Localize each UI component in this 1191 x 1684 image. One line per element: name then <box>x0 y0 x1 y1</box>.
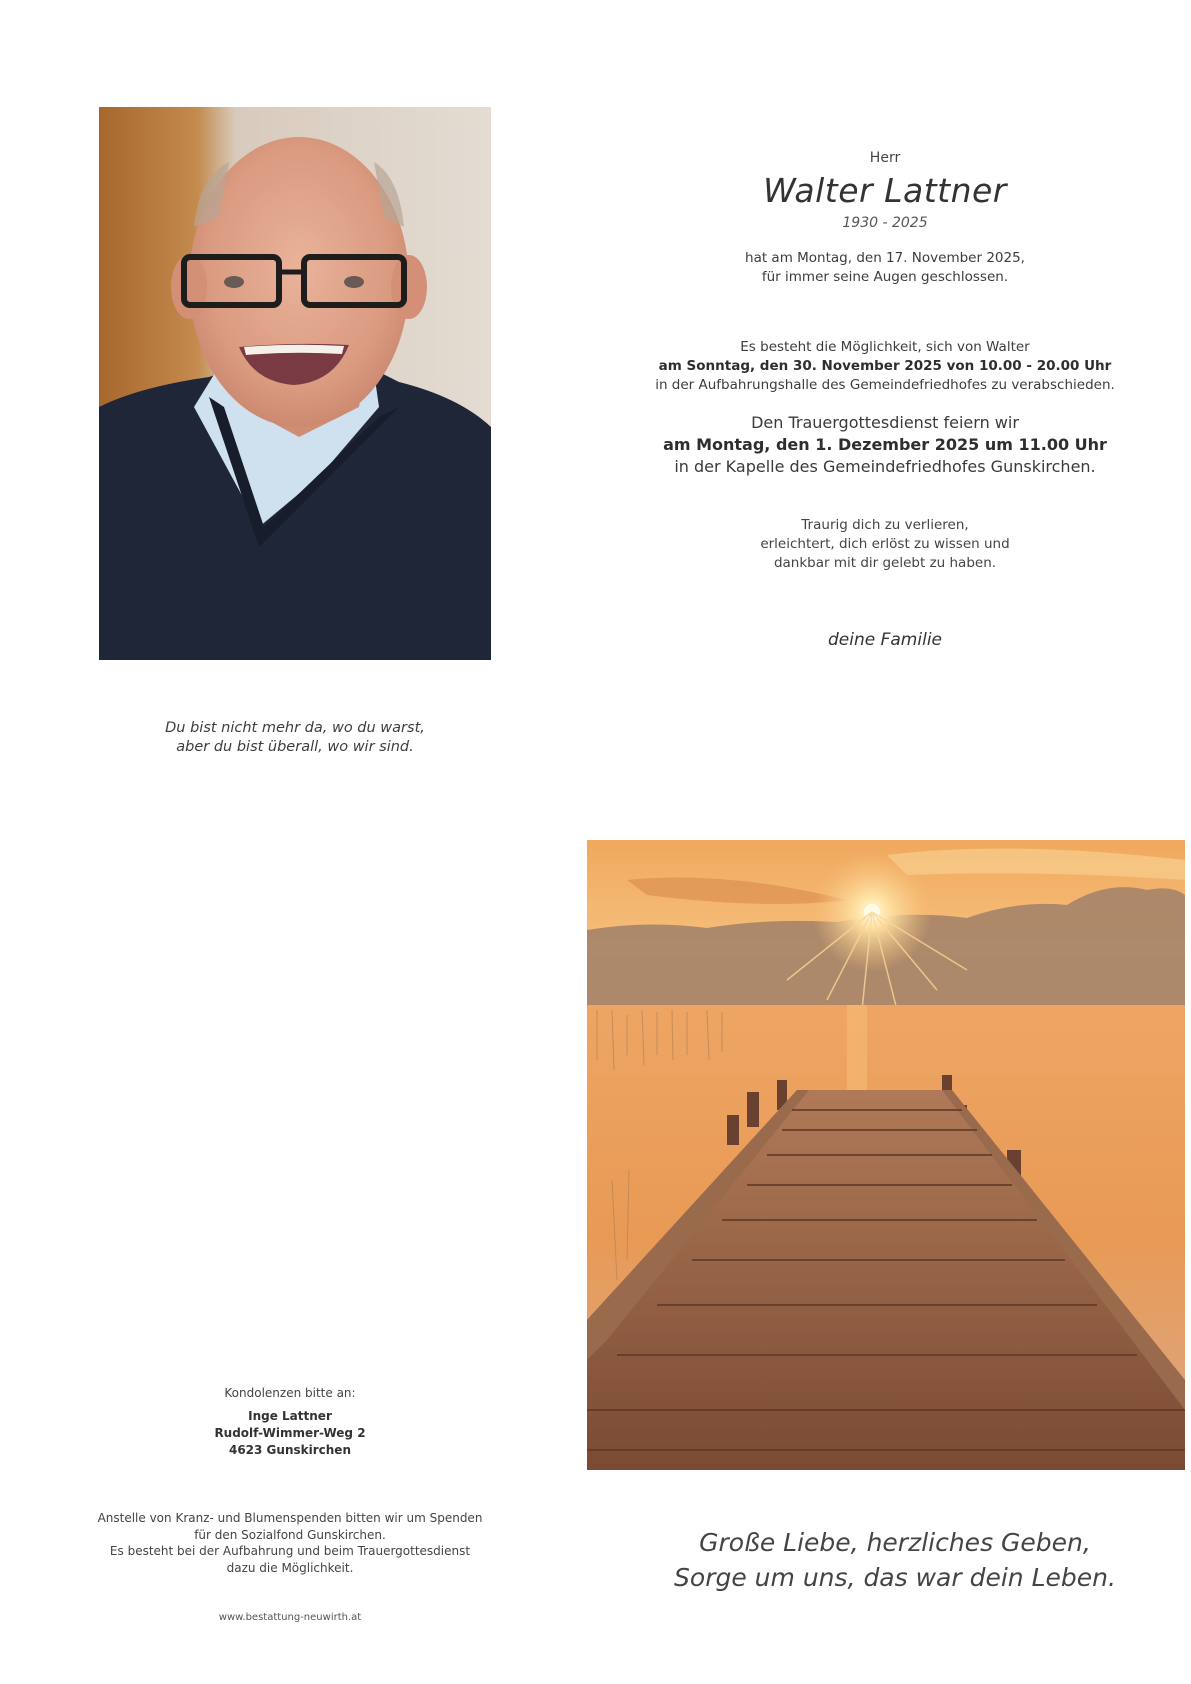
closing-quote <box>630 1525 1160 1595</box>
donation-line-1: Anstelle von Kranz- und Blumenspenden bitten wir um Spenden <box>97 1511 483 1525</box>
quote-line-2: aber du bist überall, wo wir sind. <box>176 739 414 755</box>
salutation: Herr <box>869 150 901 166</box>
funeral-home-website-link[interactable]: www.bestattung-neuwirth.at <box>218 1612 362 1623</box>
deceased-header <box>640 150 1130 287</box>
service-date-time: am Montag, den 1. Dezember 2025 um 11.00 Uhr <box>663 435 1107 454</box>
donation-line-3: Es besteht bei der Aufbahrung und beim Trauergottesdienst <box>109 1544 471 1558</box>
condolences-street: Rudolf-Wimmer-Weg 2 <box>214 1426 366 1440</box>
donation-request <box>75 1510 505 1576</box>
farewell-line-1: Es besteht die Möglichkeit, sich von Walter <box>740 339 1030 355</box>
death-line-1: hat am Montag, den 17. November 2025, <box>745 250 1025 266</box>
death-announcement <box>640 249 1130 287</box>
service-location: in der Kapelle des Gemeindefriedhofes Gunskirchen. <box>674 457 1096 476</box>
funeral-service-info <box>640 412 1130 478</box>
condolences-city: 4623 Gunskirchen <box>228 1443 351 1457</box>
poem-line: erleichtert, dich erlöst zu wissen und <box>760 536 1010 552</box>
condolences-label: Kondolenzen bitte an: <box>224 1386 356 1400</box>
service-line-1: Den Trauergottesdienst feiern wir <box>751 413 1019 432</box>
donation-line-4: dazu die Möglichkeit. <box>226 1560 354 1575</box>
closing-quote-line-1: Große Liebe, herzliches Geben, <box>699 1528 1091 1557</box>
poem-line: Traurig dich zu verlieren, <box>801 517 969 533</box>
family-signoff: deine Familie <box>828 630 942 650</box>
death-line-2: für immer seine Augen geschlossen. <box>761 269 1009 285</box>
memorial-quote <box>120 719 470 757</box>
life-years: 1930 - 2025 <box>842 215 928 231</box>
closing-quote-line-2: Sorge um uns, das war dein Leben. <box>674 1563 1116 1592</box>
portrait-photo <box>99 107 491 660</box>
donation-line-2: für den Sozialfond Gunskirchen. <box>194 1527 386 1542</box>
sunset-jetty-image <box>587 840 1185 1470</box>
portrait-image-icon <box>99 107 491 660</box>
farewell-location: in der Aufbahrungshalle des Gemeindefriedhofes zu verabschieden. <box>655 377 1115 393</box>
quote-line-1: Du bist nicht mehr da, wo du warst, <box>165 720 425 736</box>
farewell-date-time: am Sonntag, den 30. November 2025 von 10.00 - 20.00 Uhr <box>658 358 1112 374</box>
condolences-address <box>160 1385 420 1459</box>
deceased-name: Walter Lattner <box>763 171 1007 210</box>
family-poem <box>680 516 1090 573</box>
farewell-viewing-info <box>640 338 1130 395</box>
poem-line: dankbar mit dir gelebt zu haben. <box>773 555 997 571</box>
condolences-name: Inge Lattner <box>248 1409 332 1423</box>
landscape-image-icon <box>587 840 1185 1470</box>
